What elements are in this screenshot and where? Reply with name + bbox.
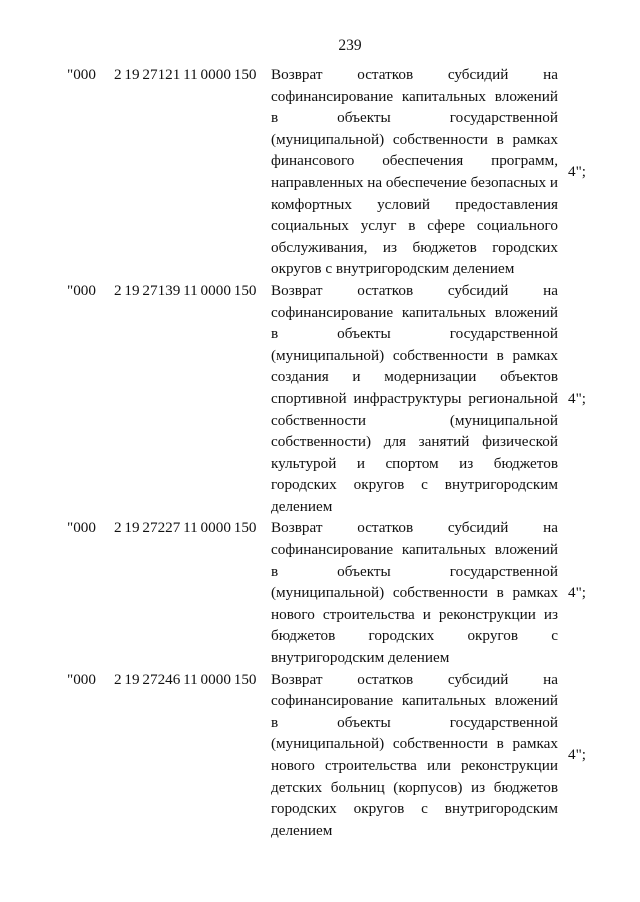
description-line: нового строительства и реконструкции из bbox=[271, 605, 558, 623]
description-line: обслуживания, из бюджетов городских bbox=[271, 238, 558, 256]
description-line: городских округов с внутригородским bbox=[271, 800, 558, 818]
description-line: спортивной инфраструктуры региональной bbox=[271, 389, 558, 407]
description-line: Возврат остатков субсидий на bbox=[271, 66, 558, 83]
table-row bbox=[0, 64, 640, 280]
row-description bbox=[271, 517, 558, 668]
description-line: направленных на обеспечение безопасных и bbox=[271, 173, 558, 191]
table-row bbox=[0, 517, 640, 668]
row-suffix: 4"; bbox=[568, 584, 587, 602]
description-line: софинансирование капитальных вложений bbox=[271, 692, 558, 710]
row-suffix-wrap bbox=[568, 517, 586, 668]
row-prefix: "000 bbox=[67, 66, 96, 83]
description-line: Возврат остатков субсидий на bbox=[271, 281, 558, 299]
description-line: в объекты государственной bbox=[271, 325, 558, 343]
row-suffix-wrap bbox=[568, 669, 586, 842]
description-line: софинансирование капитальных вложений bbox=[271, 303, 558, 321]
row-description bbox=[271, 64, 558, 280]
row-description bbox=[271, 669, 558, 842]
row-prefix: "000 bbox=[67, 519, 96, 537]
description-line: комфортных условий предоставления bbox=[271, 195, 558, 213]
description-line: детских больниц (корпусов) из бюджетов bbox=[271, 778, 558, 796]
description-line: (муниципальной) собственности в рамках bbox=[271, 735, 558, 753]
code-table bbox=[0, 64, 640, 841]
row-description bbox=[271, 280, 558, 518]
description-line: делением bbox=[271, 497, 333, 515]
description-line: софинансирование капитальных вложений bbox=[271, 541, 558, 559]
description-line: внутригородским делением bbox=[271, 649, 450, 667]
description-line: бюджетов городских округов с bbox=[271, 627, 558, 645]
row-suffix: 4"; bbox=[568, 162, 587, 180]
description-line: в объекты государственной bbox=[271, 109, 558, 127]
description-line: в объекты государственной bbox=[271, 562, 558, 580]
budget-code: 2 19 27139 11 0000 150 bbox=[114, 281, 257, 299]
description-line: создания и модернизации объектов bbox=[271, 368, 558, 386]
row-suffix-wrap bbox=[568, 64, 586, 280]
description-line: (муниципальной) собственности в рамках bbox=[271, 584, 558, 602]
description-line: социальных услуг в сфере социального bbox=[271, 217, 558, 235]
description-line: финансового обеспечения программ, bbox=[271, 152, 558, 170]
table-row bbox=[0, 280, 640, 518]
row-prefix: "000 bbox=[67, 281, 96, 299]
description-line: (муниципальной) собственности в рамках bbox=[271, 346, 558, 364]
description-line: Возврат остатков субсидий на bbox=[271, 670, 558, 688]
description-line: нового строительства или реконструкции bbox=[271, 757, 558, 774]
description-line: софинансирование капитальных вложений bbox=[271, 87, 558, 105]
description-line: собственности (муниципальной bbox=[271, 411, 558, 429]
description-line: (муниципальной) собственности в рамках bbox=[271, 130, 558, 148]
description-line: культурой и спортом из бюджетов bbox=[271, 454, 558, 472]
description-line: в объекты государственной bbox=[271, 713, 558, 731]
row-suffix-wrap bbox=[568, 280, 586, 518]
description-line: Возврат остатков субсидий на bbox=[271, 519, 558, 537]
description-line: делением bbox=[271, 821, 333, 839]
row-suffix: 4"; bbox=[568, 746, 587, 763]
description-line: городских округов с внутригородским bbox=[271, 476, 558, 494]
description-line: округов с внутригородским делением bbox=[271, 260, 515, 278]
budget-code: 2 19 27227 11 0000 150 bbox=[114, 519, 257, 537]
table-row bbox=[0, 669, 640, 842]
row-suffix: 4"; bbox=[568, 389, 587, 407]
budget-code: 2 19 27246 11 0000 150 bbox=[114, 670, 257, 688]
row-prefix: "000 bbox=[67, 670, 96, 688]
description-line: собственности) для занятий физической bbox=[271, 433, 558, 451]
page-number: 239 bbox=[338, 37, 362, 54]
budget-code: 2 19 27121 11 0000 150 bbox=[114, 66, 257, 83]
